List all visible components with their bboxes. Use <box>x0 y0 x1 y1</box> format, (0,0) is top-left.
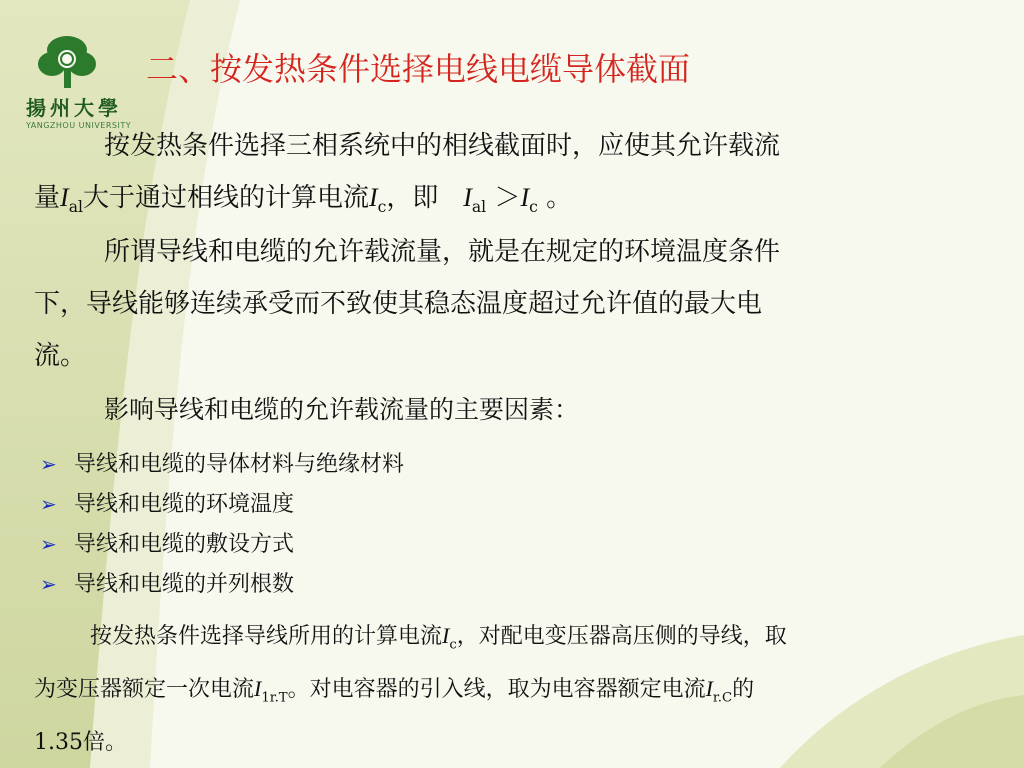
list-item-text: 导线和电缆的并列根数 <box>74 572 295 597</box>
symbol-I: I <box>60 183 69 212</box>
subscript-c: c <box>529 198 538 217</box>
list-item-text: 导线和电缆的敷设方式 <box>74 532 295 557</box>
symbol-I: I <box>254 676 262 702</box>
p3-text: 影响导线和电缆的允许载流量的主要因素： <box>104 395 580 424</box>
list-item <box>40 484 404 524</box>
symbol-I: I <box>520 183 530 212</box>
p2-line1: 所谓导线和电缆的允许载流量，就是在规定的环境温度条件 <box>104 237 781 267</box>
p1-text3: ，即 <box>386 183 447 213</box>
university-name-en: YANGZHOU UNIVERSITY <box>26 121 132 130</box>
paragraph-definition <box>34 226 998 382</box>
arrow-bullet-icon: ➢ <box>40 452 57 476</box>
slide-title: 二、按发热条件选择电线电缆导体截面 <box>146 50 691 88</box>
list-item-text: 导线和电缆的环境温度 <box>74 492 295 517</box>
symbol-I: I <box>442 623 450 648</box>
symbol-I: I <box>369 183 378 212</box>
list-item <box>40 564 404 604</box>
subscript-c: c <box>449 637 457 653</box>
p1-text2: 大于通过相线的计算电流 <box>82 183 369 213</box>
greater-than-sign: ＞ <box>494 183 521 213</box>
subscript-rC: r.C <box>712 690 733 706</box>
university-name-cn: 揚州大學 <box>26 96 122 120</box>
arrow-bullet-icon: ➢ <box>40 532 57 556</box>
paragraph-factors-heading <box>34 384 998 436</box>
list-item <box>40 444 404 484</box>
subscript-al: al <box>471 198 487 217</box>
symbol-I: I <box>463 183 472 212</box>
p4-text1: 按发热条件选择导线所用的计算电流 <box>90 624 443 649</box>
paragraph-heating-condition <box>34 120 998 233</box>
list-item <box>40 524 404 564</box>
arrow-bullet-icon: ➢ <box>40 572 57 596</box>
list-item-text: 导线和电缆的导体材料与绝缘材料 <box>74 452 405 477</box>
subscript-1rT: 1r.T <box>261 690 288 706</box>
p4-text2: ，对配电变压器高压侧的导线，取 <box>456 624 787 649</box>
p1-text1: 量 <box>34 183 61 213</box>
p4-text4: 。对电容器的引入线，取为电容器额定电流 <box>287 677 706 703</box>
arrow-bullet-icon: ➢ <box>40 492 57 516</box>
p4-text3: 为变压器额定一次电流 <box>34 677 255 703</box>
symbol-I: I <box>705 676 713 702</box>
subscript-al: al <box>68 198 83 217</box>
p4-text5: 的 <box>732 677 755 703</box>
subscript-c: c <box>377 198 387 217</box>
p2-line2: 下，导线能够连续承受而不致使其稳态温度超过允许值的最大电 <box>34 289 763 319</box>
p2-line3: 流。 <box>34 341 87 371</box>
paragraph-calculation-current <box>34 614 1002 765</box>
p1-line1: 按发热条件选择三相系统中的相线截面时，应使其允许载流 <box>104 131 781 161</box>
p4-text6: 1.35倍。 <box>34 729 127 755</box>
factors-list <box>40 444 404 604</box>
p1-end: 。 <box>546 183 573 213</box>
